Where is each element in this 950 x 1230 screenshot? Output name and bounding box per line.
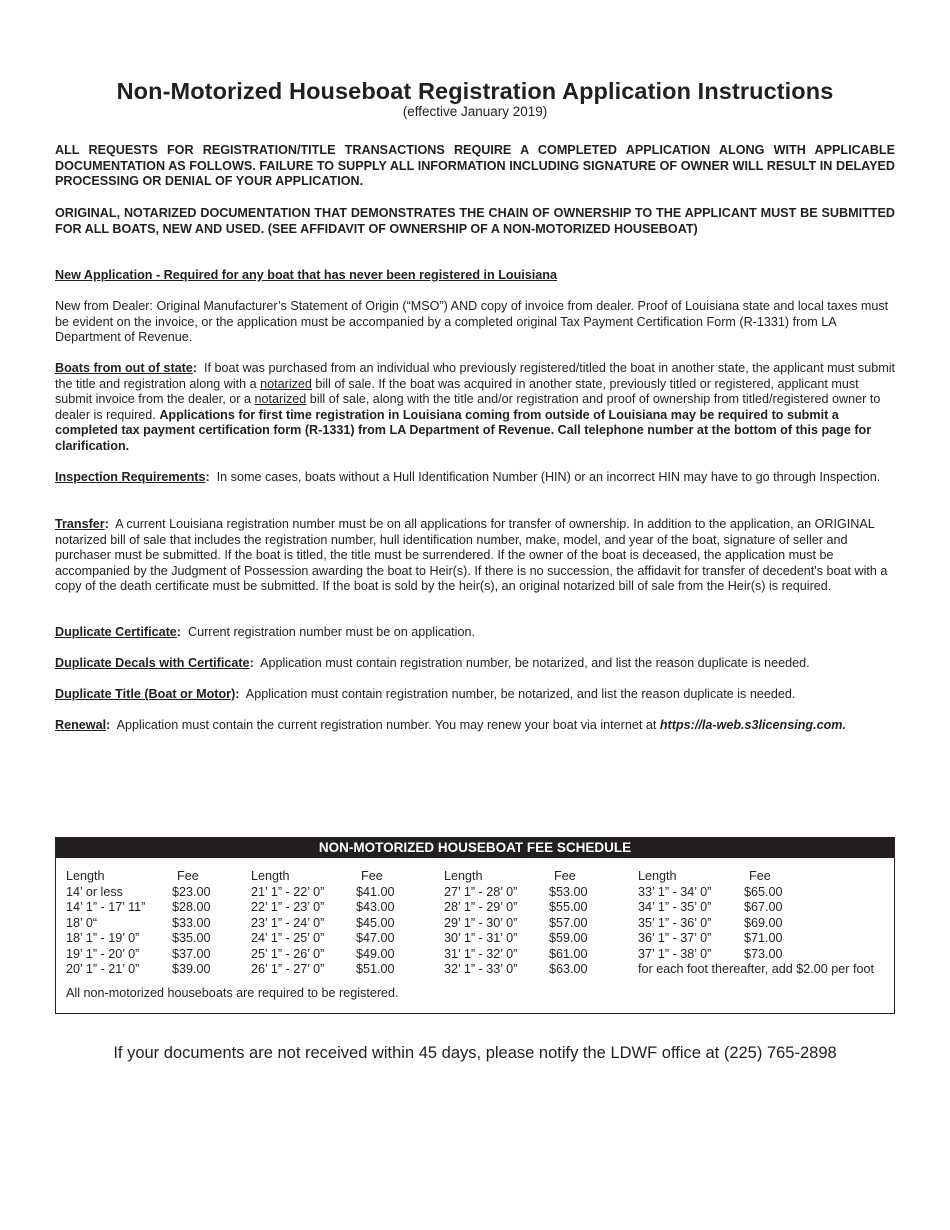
inspection-paragraph: Inspection Requirements: In some cases, boats without a Hull Identification Number (HIN) or an incorrect HIN may have to go through Inspection.: [55, 470, 881, 484]
length-range: 23’ 1” - 24’ 0”: [251, 915, 325, 930]
length-range: 21’ 1” - 22’ 0”: [251, 884, 325, 899]
contact-notice: If your documents are not received within 45 days, please notify the LDWF office at (225) 765-2898: [113, 1044, 837, 1062]
out-of-state-text-3: bill of sale, along with the title and/or registration and proof of ownership from titled/registered owner to dealer is required.: [55, 392, 881, 422]
fee-amount: $33.00: [172, 915, 211, 930]
fee-header: Fee: [749, 869, 771, 883]
page-title: Non-Motorized Houseboat Registration Application Instructions: [116, 78, 834, 104]
duplicate-certificate-paragraph: Duplicate Certificate: Current registration number must be on application.: [55, 625, 475, 639]
ownership-notice: ORIGINAL, NOTARIZED DOCUMENTATION THAT DEMONSTRATES THE CHAIN OF OWNERSHIP TO THE APPLICANT MUST BE SUBMITTED FOR ALL BOATS, NEW AND USED. (SEE AFFIDAVIT OF OWNERSHIP OF A NON-MOTORIZED HOUSEBOAT): [55, 206, 895, 236]
duplicate-title-label: Duplicate Title (Boat or Motor): [55, 687, 236, 701]
fee-amount: $71.00: [744, 931, 783, 945]
length-range: 33’ 1” - 34’ 0”: [638, 884, 712, 899]
fee-row: [66, 885, 211, 901]
length-range: 14’ 1” - 17’ 11”: [66, 900, 146, 914]
duplicate-decals-paragraph: Duplicate Decals with Certificate: Application must contain registration number, be notarized, and list the reason duplicate is needed.: [55, 656, 810, 670]
duplicate-decals-text: Application must contain registration number, be notarized, and list the reason duplicate is needed.: [260, 656, 810, 670]
length-range: 24’ 1” - 25’ 0”: [251, 931, 325, 945]
fee-amount: $23.00: [172, 884, 211, 899]
length-range: 26’ 1” - 27’ 0”: [251, 962, 325, 976]
fee-row: [66, 916, 211, 932]
length-header: Length: [444, 869, 483, 883]
fee-amount: $51.00: [356, 962, 395, 976]
renewal-paragraph: Renewal: Application must contain the current registration number. You may renew your boat via internet at https://la-web.s3licensing.com.: [55, 718, 847, 732]
fee-row: [66, 900, 211, 916]
fee-column: [638, 869, 783, 962]
fee-column-header: [638, 869, 783, 885]
fee-amount: $69.00: [744, 915, 783, 930]
renewal-url-link[interactable]: https://la-web.s3licensing.com.: [659, 718, 847, 732]
fee-row: [444, 947, 588, 963]
fee-header: Fee: [177, 869, 199, 883]
fee-row: [251, 947, 395, 963]
fee-row: [444, 900, 588, 916]
fee-amount: $65.00: [744, 884, 783, 899]
length-range: 25’ 1” - 26’ 0”: [251, 946, 325, 961]
fee-amount: $28.00: [172, 900, 211, 914]
out-of-state-paragraph: Boats from out of state: If boat was purchased from an individual who previously registered/titled the boat in another state, the applicant must submit the title and registration along with a notarized bill of sale. If the boat was acquired in another state, previously titled or registered, applicant must submit invoice from the dealer, or a notarized bill of sale, along with the title and/or registration and proof of ownership from titled/registered owner to dealer is required. Applications for first time registration in Louisiana coming from outside of Louisiana may be required to submit a completed tax payment certification form (R-1331) from LA Department of Revenue. Call telephone number at the bottom of this page for clarification.: [55, 361, 895, 453]
length-range: 22’ 1” - 23’ 0”: [251, 900, 325, 914]
fee-header: Fee: [361, 869, 383, 883]
fee-amount: $45.00: [356, 915, 395, 930]
fee-amount: $47.00: [356, 931, 395, 945]
fee-row: [251, 916, 395, 932]
fee-amount: $41.00: [356, 884, 395, 899]
length-header: Length: [251, 869, 290, 883]
length-range: 32’ 1” - 33’ 0”: [444, 962, 518, 976]
fee-row: [638, 885, 783, 901]
out-of-state-text-2: bill of sale. If the boat was acquired in another state, previously titled or registered, applicant must submit invoice from the dealer, or a: [55, 376, 859, 406]
duplicate-certificate-label: Duplicate Certificate: [55, 625, 177, 639]
fee-row: [251, 931, 395, 947]
out-of-state-label: Boats from out of state: [55, 361, 193, 375]
fee-row: [638, 947, 783, 963]
new-application-heading: [55, 268, 895, 284]
length-range: 37’ 1” - 38’ 0”: [638, 946, 712, 961]
out-of-state-notarized-2: notarized: [254, 392, 307, 406]
length-header: Length: [66, 869, 105, 883]
length-range: 35’ 1” - 36’ 0”: [638, 915, 712, 930]
duplicate-title-text: Application must contain registration number, be notarized, and list the reason duplicate is needed.: [245, 687, 796, 701]
fee-amount: $57.00: [549, 915, 588, 930]
fee-column-header: [66, 869, 211, 885]
fee-amount: $37.00: [172, 946, 211, 961]
length-range: 30’ 1” - 31’ 0”: [444, 931, 518, 945]
fee-amount: $55.00: [549, 900, 588, 914]
fee-row: [444, 916, 588, 932]
requirements-notice: ALL REQUESTS FOR REGISTRATION/TITLE TRANSACTIONS REQUIRE A COMPLETED APPLICATION ALONG WITH APPLICABLE DOCUMENTATION AS FOLLOWS. FAILURE TO SUPPLY ALL INFORMATION INCLUDING SIGNATURE OF OWNER WILL RESULT IN DELAYED PROCESSING OR DENIAL OF YOUR APPLICATION.: [55, 143, 895, 188]
duplicate-certificate-text: Current registration number must be on application.: [187, 625, 475, 639]
fee-row: [66, 947, 211, 963]
fee-amount: $53.00: [549, 884, 588, 899]
fee-amount: $49.00: [356, 946, 395, 961]
fee-amount: $59.00: [549, 931, 588, 945]
length-range: 28’ 1” - 29’ 0”: [444, 900, 518, 914]
fee-row: [251, 962, 395, 978]
fee-thereafter-note: for each foot thereafter, add $2.00 per foot: [638, 962, 874, 976]
fee-row: [444, 885, 588, 901]
inspection-label: Inspection Requirements: [55, 470, 206, 484]
fee-amount: $35.00: [172, 931, 211, 945]
fee-amount: $43.00: [356, 900, 395, 914]
length-range: 18’ 0“: [66, 915, 98, 930]
fee-column: [444, 869, 588, 978]
fee-amount: $61.00: [549, 946, 588, 961]
length-range: 29’ 1” - 30’ 0”: [444, 915, 518, 930]
out-of-state-text-1: If boat was purchased from an individual who previously registered/titled the boat in another state, the applicant must submit the title and registration along with a: [55, 361, 895, 391]
fee-column: [251, 869, 395, 978]
fee-amount: $73.00: [744, 946, 783, 961]
inspection-text: In some cases, boats without a Hull Identification Number (HIN) or an incorrect HIN may have to go through Inspection.: [216, 470, 881, 484]
duplicate-title-paragraph: Duplicate Title (Boat or Motor): Application must contain registration number, be notarized, and list the reason duplicate is needed.: [55, 687, 796, 701]
fee-row: [251, 900, 395, 916]
fee-row: [66, 962, 211, 978]
fee-row: [444, 962, 588, 978]
transfer-label: Transfer: [55, 517, 105, 531]
renewal-label: Renewal: [55, 718, 107, 732]
fee-header: Fee: [554, 869, 576, 883]
transfer-paragraph: Transfer: A current Louisiana registration number must be on all applications for transfer of ownership. In addition to the application, an ORIGINAL notarized bill of sale that includes the registration number, hull identification number, make, model, and year of the boat, signature of seller and purchaser must be submitted. If the boat is titled, the title must be surrendered. If the owner of the boat is deceased, the application must be accompanied by the Judgment of Possession awarding the boat to Heir(s). If there is no succession, the affidavit for transfer of decedent's boat with a copy of the death certificate must be submitted. If the boat is sold by the heir(s), an original notarized bill of sale from the Heir(s) is required.: [55, 517, 888, 593]
fee-amount: $63.00: [549, 962, 588, 976]
fee-row: [251, 885, 395, 901]
length-range: 36’ 1” - 37’ 0”: [638, 931, 712, 945]
length-range: 19’ 1” - 20’ 0”: [66, 946, 140, 961]
duplicate-decals-label: Duplicate Decals with Certificate: [55, 656, 250, 670]
out-of-state-notarized-1: notarized: [260, 376, 312, 391]
renewal-text: Application must contain the current registration number. You may renew your boat via internet at: [116, 718, 660, 732]
fee-column: [66, 869, 211, 978]
fee-schedule-table: [55, 837, 895, 1014]
length-range: 27’ 1” - 28’ 0”: [444, 884, 518, 899]
fee-amount: $67.00: [744, 900, 783, 914]
new-from-dealer-paragraph: New from Dealer: Original Manufacturer’s Statement of Origin (“MSO”) AND copy of invoice from dealer. Proof of Louisiana state and local taxes must be evident on the invoice, or the application must be accompanied by a completed original Tax Payment Certification Form (R-1331) from LA Department of Revenue.: [55, 299, 889, 344]
length-range: 34’ 1” - 35’ 0”: [638, 900, 712, 914]
fee-amount: $39.00: [172, 962, 211, 976]
fee-row: [638, 916, 783, 932]
length-range: 20’ 1” - 21’ 0”: [66, 962, 140, 976]
fee-row: [638, 900, 783, 916]
effective-date: (effective January 2019): [402, 104, 548, 119]
fee-row: [66, 931, 211, 947]
transfer-text: A current Louisiana registration number must be on all applications for transfer of ownership. In addition to the application, an ORIGINAL notarized bill of sale that includes the registration number, hull identification number, make, model, and year of the boat, signature of seller and purchaser must be submitted. If the boat is titled, the title must be surrendered. If the owner of the boat is deceased, the application must be accompanied by the Judgment of Possession awarding the boat to Heir(s). If there is no succession, the affidavit for transfer of decedent's boat with a copy of the death certificate must be submitted. If the boat is sold by the heir(s), an original notarized bill of sale from the Heir(s) is required.: [55, 517, 888, 593]
length-header: Length: [638, 869, 677, 883]
new-application-label: New Application - Required for any boat that has never been registered in Louisiana: [55, 268, 557, 282]
length-range: 14’ or less: [66, 884, 123, 899]
out-of-state-bold-note: Applications for first time registration in Louisiana coming from outside of Louisiana may be required to submit a completed tax payment certification form (R-1331) from LA Department of Revenue. Call telephone number at the bottom of this page for clarification.: [55, 407, 872, 453]
fee-schedule-title: NON-MOTORIZED HOUSEBOAT FEE SCHEDULE: [56, 838, 894, 858]
length-range: 18’ 1” - 19’ 0”: [66, 931, 140, 945]
fee-row: [638, 931, 783, 947]
fee-registration-note: All non-motorized houseboats are required to be registered.: [66, 986, 399, 1000]
fee-column-header: [251, 869, 395, 885]
fee-row: [444, 931, 588, 947]
fee-column-header: [444, 869, 588, 885]
length-range: 31’ 1” - 32’ 0”: [444, 946, 518, 961]
